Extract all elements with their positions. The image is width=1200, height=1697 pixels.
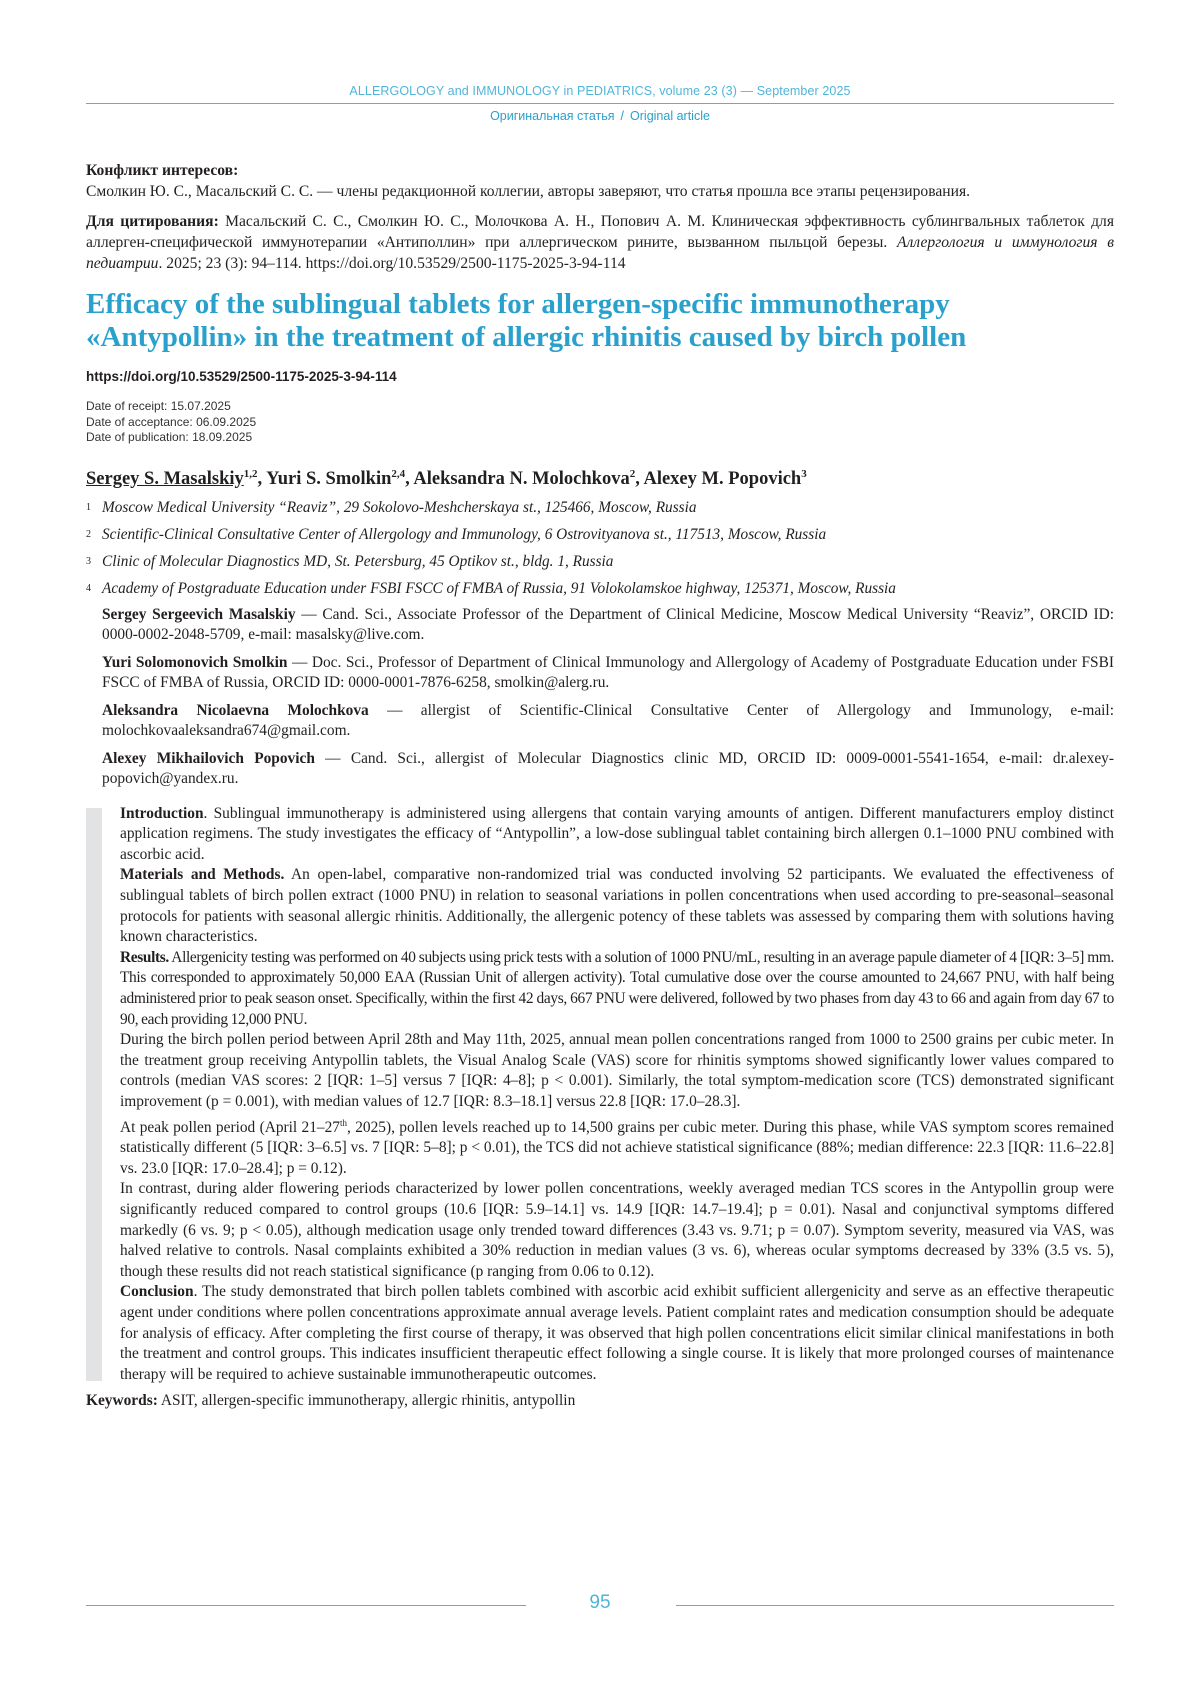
affiliation-number: 4	[86, 582, 91, 594]
author-name: Sergey S. Masalskiy	[86, 468, 244, 489]
author-bios	[86, 605, 1114, 790]
abstract	[86, 804, 1114, 1386]
author-name: Alexey M. Popovich	[643, 468, 802, 489]
author-sep: ,	[635, 468, 644, 489]
author-list	[86, 463, 1114, 490]
abstract-section-label: Introduction	[120, 804, 204, 822]
citation-journal: Аллергология и иммунология в педиатрии	[86, 234, 1114, 272]
author-affil-sup: 2,4	[391, 467, 406, 480]
keywords-text: ASIT, allergen-specific immunotherapy, allergic rhinitis, antypollin	[157, 1392, 576, 1410]
footer-divider-left	[86, 1605, 526, 1606]
abstract-birch-period: During the birch pollen period between April 28th and May 11th, 2025, annual mean pollen concentrations ranged from 1000 to 2500 grains per cubic meter. In the treatment group receiving Antypollin tablets, the Visual Analog Scale (VAS) score for rhinitis symptoms showed significantly lower values compared to controls (median VAS scores: 2 [IQR: 1–5] versus 7 [IQR: 4–8]; p < 0.001). Similarly, the total symptom-medication score (TCS) demonstrated significant improvement (p = 0.001), with median values of 12.7 [IQR: 8.3–18.1] versus 22.8 [IQR: 17.0–28.3].	[120, 1031, 1114, 1110]
abstract-peak-text-a: At peak pollen period (April 21–27	[120, 1118, 341, 1136]
abstract-methods	[120, 865, 1114, 947]
date-acceptance: Date of acceptance: 06.09.2025	[86, 414, 257, 429]
article-doi[interactable]: https://doi.org/10.53529/2500-1175-2025-3-94-114	[86, 369, 397, 384]
bio-name: Yuri Solomonovich Smolkin	[102, 653, 288, 671]
abstract-section-text: . The study demonstrated that birch pollen tablets combined with ascorbic acid exhibit sufficient allergenicity and serve as an effective therapeutic agent under conditions where pollen concentrations approximate annual average levels. Patient complaint rates and medication consumption should be adequate for analysis of efficacy. After completing the first course of therapy, it was observed that high pollen concentrations elicit similar clinical manifestations in both the treatment and control groups. This indicates insufficient therapeutic effect following a single course. It is likely that more prolonged courses of maintenance therapy will be required to achieve sustainable immunotherapeutic outcomes.	[120, 1283, 1114, 1383]
abstract-conclusion	[120, 1282, 1114, 1385]
abstract-section-label: Materials and Methods.	[120, 866, 285, 884]
date-publication: Date of publication: 18.09.2025	[86, 430, 253, 444]
article-title: Efficacy of the sublingual tablets for allergen-specific immunotherapy «Antypollin» in the treatment of allergic rhinitis caused by birch pollen	[86, 288, 967, 353]
article-content	[86, 160, 1114, 1411]
conflict-text: Смолкин Ю. С., Масальский С. С. — члены редакционной коллегии, авторы заверяют, что статья прошла все этапы рецензирования.	[86, 183, 971, 200]
affiliation-text: Moscow Medical University “Reaviz”, 29 Sokolovo-Meshcherskaya st., 125466, Moscow, Russia	[102, 498, 697, 516]
author-bio	[86, 701, 1114, 742]
keywords	[86, 1390, 1114, 1411]
bio-text: — Doc. Sci., Professor of Department of Clinical Immunology and Allergology of Academy of Postgraduate Education under FSBI FSCC of FMBA of Russia, ORCID ID: 0000-0001-7876-6258, smolkin@alerg.ru.	[102, 653, 1114, 692]
abstract-introduction	[120, 804, 1114, 866]
citation-block	[86, 211, 1114, 274]
author-sep: ,	[405, 468, 414, 489]
abstract-section-label: Conclusion	[120, 1283, 194, 1301]
abstract-section-text: Allergenicity testing was performed on 40 subjects using prick tests with a solution of 1000 PNU/mL, resulting in an average papule diameter of 4 [IQR: 3–5] mm. This corresponded to approximately 50,000 EAA (Russian Unit of allergen activity). Total cumulative dose over the course amounted to 24,667 PNU, with half being administered prior to peak season onset. Specifically, within the first 42 days, 667 PNU were delivered, followed by two phases from day 43 to 66 and again from day 67 to 90, each providing 12,000 PNU.	[120, 948, 1114, 1028]
affiliation-item	[86, 552, 1114, 571]
header-divider	[86, 103, 1114, 104]
abstract-section-label: Results.	[120, 948, 169, 966]
bio-name: Alexey Mikhailovich Popovich	[102, 749, 315, 767]
abstract-section-text: An open-label, comparative non-randomized trial was conducted involving 52 participants. We evaluated the effectiveness of sublingual tablets of birch pollen extract (1000 PNU) in relation to seasonal variations in pollen concentrations when used according to pre-seasonal–seasonal protocols for patients with seasonal allergic rhinitis. Additionally, the allergenic potency of these tablets was assessed by comparing them with solutions having known characteristics.	[120, 866, 1115, 946]
author-name: Yuri S. Smolkin	[266, 468, 392, 489]
author-bio	[86, 749, 1114, 790]
author-affil-sup: 3	[801, 467, 807, 480]
bio-name: Aleksandra Nicolaevna Molochkova	[102, 701, 369, 719]
abstract-peak-sup: th	[340, 1117, 348, 1128]
date-receipt: Date of receipt: 15.07.2025	[86, 399, 231, 413]
bio-text: — Cand. Sci., allergist of Molecular Diagnostics clinic MD, ORCID ID: 0009-0001-5541-1654, e-mail: dr.alexey-popovich@yandex.ru.	[102, 749, 1114, 788]
article-type-en: Original article	[630, 109, 710, 123]
abstract-side-bar	[86, 808, 102, 1382]
affiliation-number: 2	[86, 528, 91, 540]
keywords-label: Keywords:	[86, 1392, 158, 1410]
conflict-label: Конфликт интересов:	[86, 162, 239, 179]
article-type-separator: /	[620, 109, 625, 123]
affiliation-item	[86, 498, 1114, 517]
affiliation-number: 3	[86, 555, 91, 567]
author-bio	[86, 605, 1114, 646]
citation-label: Для цитирования:	[86, 213, 219, 230]
affiliation-list	[86, 498, 1114, 598]
abstract-section-text: . Sublingual immunotherapy is administered using allergens that contain varying amounts of antigen. Different manufacturers employ distinct application regimens. The study investigates the efficacy of “Antypollin”, a low-dose sublingual tablet containing birch allergen 0.1–1000 PNU combined with ascorbic acid.	[120, 804, 1114, 863]
affiliation-text: Clinic of Molecular Diagnostics MD, St. Petersburg, 45 Optikov st., bldg. 1, Russia	[102, 552, 614, 570]
citation-text: Масальский С. С., Смолкин Ю. С., Молочкова А. Н., Попович А. М. Клиническая эффективность сублингвальных таблеток для аллерген-специфической иммунотерапии «Антиполлин» при аллергическом рините, вызванном пыльцой березы.	[86, 213, 1114, 251]
author-name: Aleksandra N. Molochkova	[413, 468, 630, 489]
footer-divider-right	[676, 1605, 1114, 1606]
affiliation-text: Scientific-Clinical Consultative Center of Allergology and Immunology, 6 Ostrovityanova st., 117513, Moscow, Russia	[102, 525, 827, 543]
article-type-header	[0, 109, 1200, 123]
affiliation-number: 1	[86, 501, 91, 513]
bio-text: — allergist of Scientific-Clinical Consultative Center of Allergology and Immunology, e-mail: molochkovaaleksandra674@gmail.com.	[102, 701, 1114, 740]
bio-text: — Cand. Sci., Associate Professor of the Department of Clinical Medicine, Moscow Medical University “Reaviz”, ORCID ID: 0000-0002-2048-5709, e-mail: masalsky@live.com.	[102, 605, 1114, 644]
author-affil-sup: 2	[629, 467, 636, 480]
journal-running-header: ALLERGOLOGY and IMMUNOLOGY in PEDIATRICS, volume 23 (3) — September 2025	[349, 84, 851, 98]
affiliation-item	[86, 525, 1114, 544]
affiliation-item	[86, 579, 1114, 598]
abstract-results	[120, 948, 1114, 1030]
affiliation-text: Academy of Postgraduate Education under FSBI FSCC of FMBA of Russia, 91 Volokolamskoe highway, 125371, Moscow, Russia	[102, 579, 896, 597]
abstract-alder-period: In contrast, during alder flowering periods characterized by lower pollen concentrations, weekly averaged median TCS scores in the Antypollin group were significantly reduced compared to control groups (10.6 [IQR: 5.9–14.1] vs. 14.9 [IQR: 14.7–19.4]; p = 0.01). Nasal and conjunctival symptoms differed markedly (6 vs. 9; p < 0.05), although medication usage only trended toward differences (3.43 vs. 9.71; p = 0.07). Symptom severity, measured via VAS, was halved relative to controls. Nasal complaints exhibited a 30% reduction in median values (3 vs. 6), whereas ocular symptoms decreased by 33% (3.5 vs. 5), though these results did not reach statistical significance (p ranging from 0.06 to 0.12).	[120, 1180, 1114, 1280]
author-affil-sup: 1,2	[243, 467, 258, 480]
citation-tail: . 2025; 23 (3): 94–114. https://doi.org/10.53529/2500-1175-2025-3-94-114	[158, 255, 626, 272]
page-number: 95	[589, 1592, 611, 1613]
abstract-peak-text-b: , 2025), pollen levels reached up to 14,500 grains per cubic meter. During this phase, while VAS symptom scores remained statistically different (5 [IQR: 3–6.5] vs. 7 [IQR: 5–8]; p < 0.01), the TCS did not achieve statistical significance (88%; median difference: 22.3 [IQR: 11.6–22.8] vs. 23.0 [IQR: 17.0–28.4]; p = 0.12).	[120, 1118, 1115, 1177]
author-sep: ,	[257, 468, 267, 489]
author-bio	[86, 653, 1114, 694]
bio-name: Sergey Sergeevich Masalskiy	[102, 605, 296, 623]
abstract-peak-period	[120, 1113, 1114, 1180]
article-dates	[86, 399, 1114, 446]
article-type-ru: Оригинальная статья	[490, 109, 615, 123]
conflict-of-interest	[86, 160, 1114, 202]
